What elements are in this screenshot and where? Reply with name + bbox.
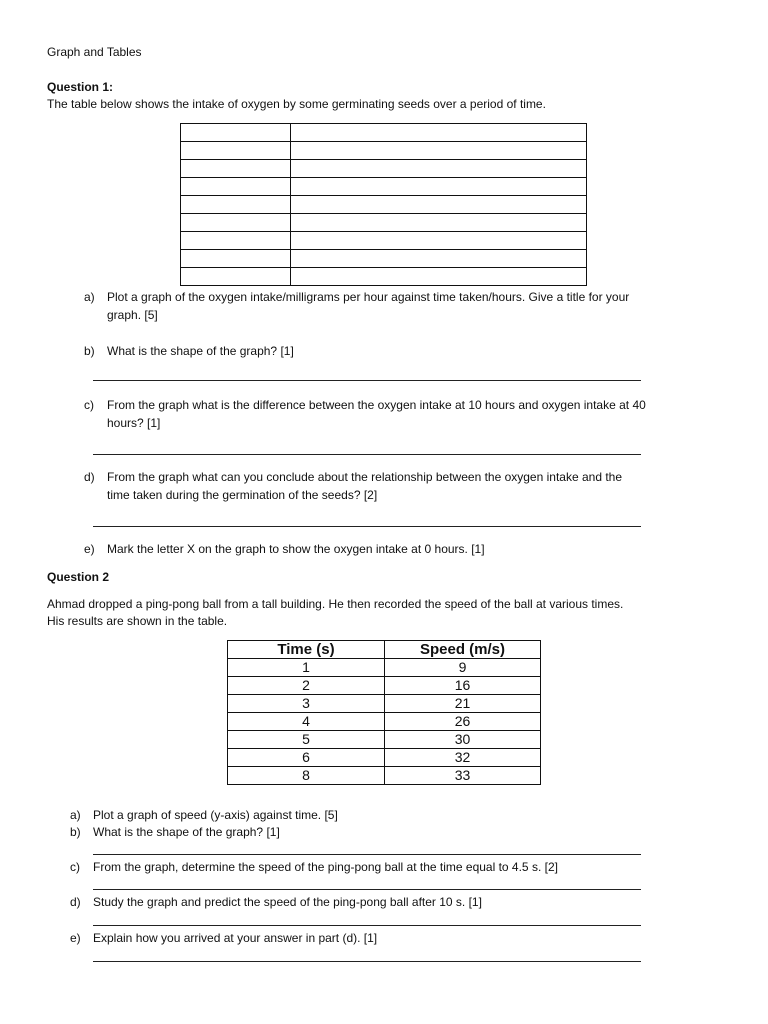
- q2-answer-line-e[interactable]: [93, 961, 641, 962]
- q2-answer-line-c[interactable]: [93, 889, 641, 890]
- q1-part-a-text-cont: graph. [5]: [107, 308, 158, 322]
- page-title: Graph and Tables: [47, 45, 142, 59]
- speed-cell: 30: [385, 731, 541, 749]
- q2-part-b-text: What is the shape of the graph? [1]: [93, 825, 280, 839]
- q1-part-e-text: Mark the letter X on the graph to show the oxygen intake at 0 hours. [1]: [107, 542, 485, 556]
- q1-intro: The table below shows the intake of oxygen by some germinating seeds over a period of time.: [47, 97, 546, 111]
- q1-empty-table: [180, 123, 587, 286]
- q2-part-a-text: Plot a graph of speed (y-axis) against time. [5]: [93, 808, 338, 822]
- table-row: [181, 196, 587, 214]
- q2-title: Question 2: [47, 570, 110, 584]
- table-row: [181, 214, 587, 232]
- q2-part-d-label: d): [70, 895, 81, 909]
- table-row: [181, 268, 587, 286]
- table-row: [228, 695, 541, 713]
- q2-intro: Ahmad dropped a ping-pong ball from a tall building. He then recorded the speed of the ball at various times.: [47, 597, 624, 611]
- q2-part-a-label: a): [70, 808, 81, 822]
- speed-cell: 9: [385, 659, 541, 677]
- q1-part-c-text: From the graph what is the difference between the oxygen intake at 10 hours and oxygen intake at 40: [107, 398, 646, 412]
- q1-answer-line-c[interactable]: [93, 454, 641, 455]
- time-cell: 2: [228, 677, 385, 695]
- q2-part-c-text: From the graph, determine the speed of the ping-pong ball at the time equal to 4.5 s. [2]: [93, 860, 558, 874]
- table-row: [181, 250, 587, 268]
- speed-cell: 26: [385, 713, 541, 731]
- table-row: [228, 713, 541, 731]
- q1-title: Question 1:: [47, 80, 114, 94]
- q2-part-e-text: Explain how you arrived at your answer in part (d). [1]: [93, 931, 378, 945]
- speed-cell: 16: [385, 677, 541, 695]
- table-row: [228, 659, 541, 677]
- time-cell: 3: [228, 695, 385, 713]
- speed-cell: 32: [385, 749, 541, 767]
- table-row: [228, 731, 541, 749]
- table-row: [181, 142, 587, 160]
- time-cell: 1: [228, 659, 385, 677]
- q1-answer-line-d[interactable]: [93, 526, 641, 527]
- q1-part-b-label: b): [84, 344, 95, 358]
- time-cell: 8: [228, 767, 385, 785]
- q2-answer-line-d[interactable]: [93, 925, 641, 926]
- q1-answer-line-b[interactable]: [93, 380, 641, 381]
- q1-part-d-label: d): [84, 470, 95, 484]
- table-row: [181, 232, 587, 250]
- q2-answer-line-b[interactable]: [93, 854, 641, 855]
- table-row: [228, 767, 541, 785]
- time-cell: 6: [228, 749, 385, 767]
- q1-part-c-label: c): [84, 398, 94, 412]
- column-header-time: Time (s): [228, 641, 385, 659]
- q2-part-c-label: c): [70, 860, 80, 874]
- q2-data-table: [227, 640, 541, 785]
- q2-part-d-text: Study the graph and predict the speed of the ping-pong ball after 10 s. [1]: [93, 895, 482, 909]
- q1-part-c-text-cont: hours? [1]: [107, 416, 161, 430]
- speed-cell: 33: [385, 767, 541, 785]
- speed-cell: 21: [385, 695, 541, 713]
- q1-part-a-text: Plot a graph of the oxygen intake/milligrams per hour against time taken/hours. Give a title for your: [107, 290, 630, 304]
- table-header-row: [228, 641, 541, 659]
- table-row: [181, 178, 587, 196]
- q1-part-d-text: From the graph what can you conclude about the relationship between the oxygen intake and the: [107, 470, 623, 484]
- time-cell: 4: [228, 713, 385, 731]
- table-row: [181, 160, 587, 178]
- column-header-speed: Speed (m/s): [385, 641, 541, 659]
- q1-part-e-label: e): [84, 542, 95, 556]
- table-row: [228, 677, 541, 695]
- q2-intro-cont: His results are shown in the table.: [47, 614, 228, 628]
- q1-part-d-text-cont: time taken during the germination of the seeds? [2]: [107, 488, 378, 502]
- table-row: [181, 124, 587, 142]
- q2-part-b-label: b): [70, 825, 81, 839]
- q2-part-e-label: e): [70, 931, 81, 945]
- q1-part-a-label: a): [84, 290, 95, 304]
- q1-part-b-text: What is the shape of the graph? [1]: [107, 344, 294, 358]
- table-row: [228, 749, 541, 767]
- time-cell: 5: [228, 731, 385, 749]
